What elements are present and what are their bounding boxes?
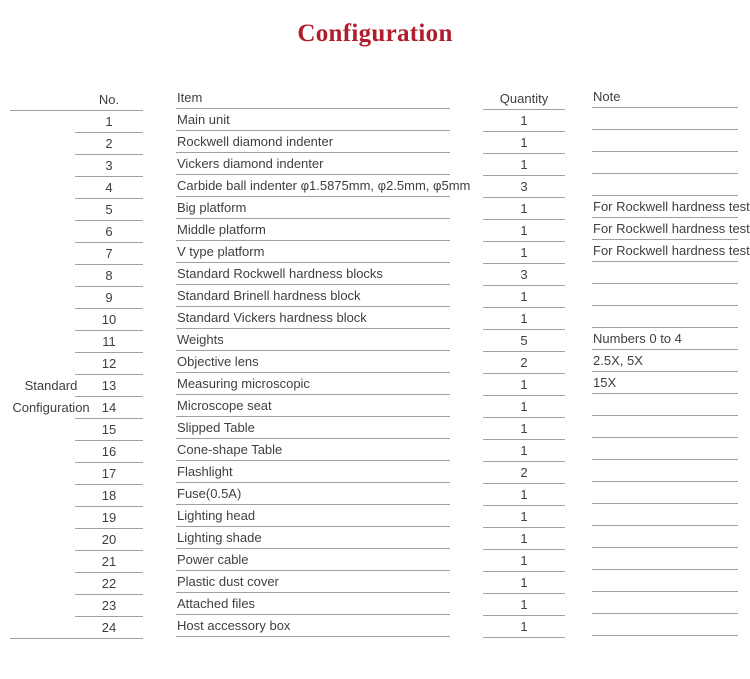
note-cell [592, 460, 738, 482]
no-cell: 17 [75, 463, 143, 485]
qty-cell: 1 [483, 220, 565, 242]
item-cell: Cone-shape Table [176, 439, 450, 461]
qty-cell: 1 [483, 528, 565, 550]
item-cell: Microscope seat [176, 395, 450, 417]
no-cell: 22 [75, 573, 143, 595]
item-cell: Lighting head [176, 505, 450, 527]
no-cell: 9 [75, 287, 143, 309]
qty-cell: 1 [483, 418, 565, 440]
no-cell: 16 [75, 441, 143, 463]
qty-cell: 1 [483, 572, 565, 594]
note-cell [592, 152, 738, 174]
no-cell: 4 [75, 177, 143, 199]
item-cell: Objective lens [176, 351, 450, 373]
note-cell [592, 570, 738, 592]
qty-cell: 1 [483, 616, 565, 638]
note-cell: For Rockwell hardness test [592, 240, 738, 262]
column-note [592, 86, 750, 636]
no-cell: 8 [75, 265, 143, 287]
note-cell: 2.5X, 5X [592, 350, 738, 372]
note-cell: For Rockwell hardness test [592, 218, 738, 240]
qty-cell: 1 [483, 440, 565, 462]
note-cell [592, 592, 738, 614]
no-cell: 7 [75, 243, 143, 265]
item-cell: Middle platform [176, 219, 450, 241]
item-cell: Vickers diamond indenter [176, 153, 450, 175]
note-cell [592, 108, 738, 130]
qty-cell: 1 [483, 396, 565, 418]
note-cell [592, 614, 738, 636]
qty-cell: 1 [483, 484, 565, 506]
note-cell [592, 482, 738, 504]
item-cell: Big platform [176, 197, 450, 219]
no-cell: 5 [75, 199, 143, 221]
item-cell: Standard Rockwell hardness blocks [176, 263, 450, 285]
note-cell [592, 526, 738, 548]
note-cell: For Rockwell hardness test [592, 196, 738, 218]
qty-cell: 3 [483, 176, 565, 198]
column-no [75, 89, 143, 639]
qty-cell: 1 [483, 286, 565, 308]
side-label-line-1: Standard [24, 378, 78, 393]
qty-cell: 1 [483, 242, 565, 264]
item-cell: Fuse(0.5A) [176, 483, 450, 505]
column-header-no: No. [98, 92, 120, 107]
qty-cell: 1 [483, 550, 565, 572]
item-cell: Flashlight [176, 461, 450, 483]
no-cell: 12 [75, 353, 143, 375]
item-cell: Plastic dust cover [176, 571, 450, 593]
item-cell: Rockwell diamond indenter [176, 131, 450, 153]
note-cell [592, 438, 738, 460]
item-cell: Standard Brinell hardness block [176, 285, 450, 307]
no-cell: 6 [75, 221, 143, 243]
item-cell: V type platform [176, 241, 450, 263]
qty-cell: 1 [483, 374, 565, 396]
qty-cell: 1 [483, 132, 565, 154]
note-cell [592, 504, 738, 526]
item-cell: Host accessory box [176, 615, 450, 637]
qty-cell: 1 [483, 506, 565, 528]
note-cell [592, 130, 738, 152]
no-cell: 21 [75, 551, 143, 573]
no-cell: 18 [75, 485, 143, 507]
no-cell: 2 [75, 133, 143, 155]
qty-cell: 1 [483, 594, 565, 616]
no-cell: 20 [75, 529, 143, 551]
item-cell: Attached files [176, 593, 450, 615]
note-cell [592, 548, 738, 570]
column-header-quantity: Quantity [483, 88, 565, 110]
item-cell: Main unit [176, 109, 450, 131]
no-cell: 14 [75, 397, 143, 419]
item-cell: Carbide ball indenter φ1.5875mm, φ2.5mm, φ5mm [176, 175, 450, 197]
note-cell [592, 284, 738, 306]
item-cell: Power cable [176, 549, 450, 571]
item-cell: Lighting shade [176, 527, 450, 549]
qty-cell: 1 [483, 198, 565, 220]
qty-cell: 1 [483, 154, 565, 176]
no-cell: 19 [75, 507, 143, 529]
no-cell: 24 [101, 620, 117, 635]
note-cell [592, 306, 738, 328]
qty-cell: 5 [483, 330, 565, 352]
qty-cell: 3 [483, 264, 565, 286]
qty-cell: 1 [483, 308, 565, 330]
note-cell: Numbers 0 to 4 [592, 328, 738, 350]
qty-cell: 1 [483, 110, 565, 132]
note-cell [592, 262, 738, 284]
qty-cell: 2 [483, 462, 565, 484]
note-cell [592, 174, 738, 196]
item-cell: Measuring microscopic [176, 373, 450, 395]
column-quantity [483, 88, 565, 638]
item-cell: Standard Vickers hardness block [176, 307, 450, 329]
note-cell: 15X [592, 372, 738, 394]
note-cell [592, 394, 738, 416]
no-cell: 13 [75, 375, 143, 397]
no-cell: 15 [75, 419, 143, 441]
item-cell: Slipped Table [176, 417, 450, 439]
column-header-item: Item [176, 87, 450, 109]
no-cell: 3 [75, 155, 143, 177]
qty-cell: 2 [483, 352, 565, 374]
note-cell [592, 416, 738, 438]
no-cell: 23 [75, 595, 143, 617]
side-label-line-2: Configuration [12, 400, 90, 415]
no-cell: 1 [75, 111, 143, 133]
no-cell: 10 [75, 309, 143, 331]
no-cell: 11 [75, 331, 143, 353]
item-cell: Weights [176, 329, 450, 351]
column-header-note: Note [592, 86, 738, 108]
column-item [176, 87, 471, 637]
page-title: Configuration [297, 20, 453, 47]
